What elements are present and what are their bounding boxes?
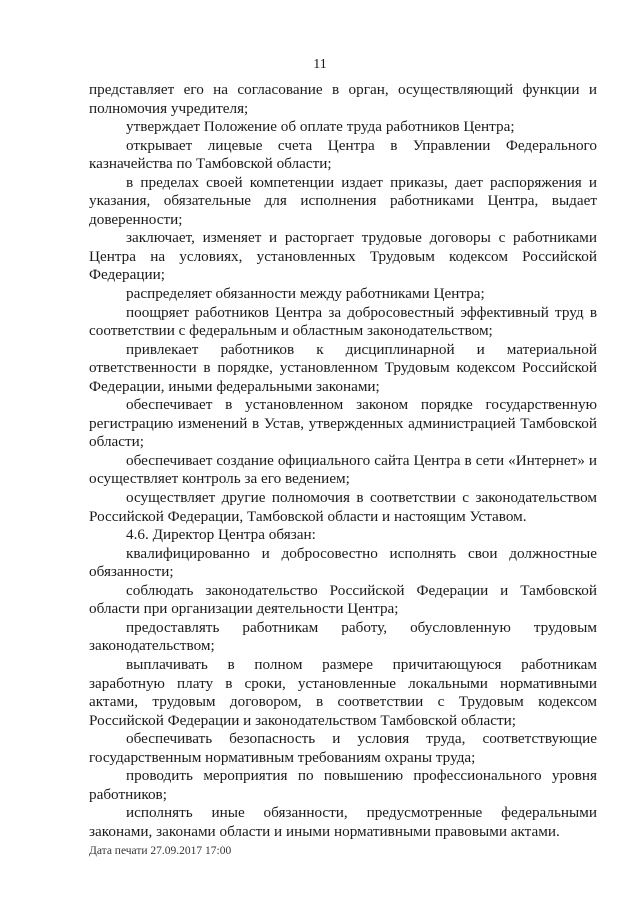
paragraph: осуществляет другие полномочия в соответствии с законодательством Российской Федерации, Тамбовской области и настоящим Уставом.	[89, 489, 597, 525]
paragraph: квалифицированно и добросовестно исполнять свои должностные обязанности;	[89, 544, 597, 581]
paragraph: обеспечивает в установленном законом порядке государственную регистрацию изменений в Устав, утвержденных администрацией Тамбовской области;	[89, 396, 597, 451]
paragraph: распределяет обязанности между работниками Центра;	[126, 285, 485, 303]
paragraph: соблюдать законодательство Российской Федерации и Тамбовской области при организации деятельности Центра;	[89, 581, 597, 618]
paragraph: исполнять иные обязанности, предусмотренные федеральными законами, законами области и иными нормативными правовыми актами.	[89, 804, 597, 840]
paragraph: обеспечивает создание официального сайта Центра в сети «Интернет» и осуществляет контроль за его ведением;	[89, 451, 597, 488]
document-body	[89, 81, 597, 841]
paragraph: открывает лицевые счета Центра в Управлении Федерального казначейства по Тамбовской области;	[89, 136, 597, 173]
paragraph: предоставлять работникам работу, обусловленную трудовым законодательством;	[89, 618, 597, 655]
paragraph: в пределах своей компетенции издает приказы, дает распоряжения и указания, обязательные для исполнения работниками Центра, выдает доверенности;	[89, 173, 597, 228]
paragraph: проводить мероприятия по повышению профессионального уровня работников;	[89, 767, 597, 803]
paragraph: привлекает работников к дисциплинарной и материальной ответственности в порядке, установленном Трудовым кодексом Российской Федерации, иными федеральными законами;	[89, 340, 597, 395]
paragraph: поощряет работников Центра за добросовестный эффективный труд в соответствии с федеральным и областным законодательством;	[89, 303, 597, 340]
section-heading: 4.6. Директор Центра обязан:	[126, 526, 316, 544]
page-number: 11	[313, 57, 327, 72]
paragraph: утверждает Положение об оплате труда работников Центра;	[126, 118, 515, 136]
paragraph: выплачивать в полном размере причитающуюся работникам заработную плату в сроки, установленные локальными нормативными актами, трудовым договором, в соответствии с Трудовым кодексом Российской Федерации и законодательством Тамбовской области;	[89, 655, 597, 729]
paragraph: представляет его на согласование в орган, осуществляющий функции и полномочия учредителя;	[89, 81, 597, 117]
paragraph: заключает, изменяет и расторгает трудовые договоры с работниками Центра на условиях, установленных Трудовым кодексом Российской Федерации;	[89, 229, 597, 284]
paragraph: обеспечивать безопасность и условия труда, соответствующие государственным нормативным требованиям охраны труда;	[89, 730, 597, 766]
print-date-footer: Дата печати 27.09.2017 17:00	[89, 845, 232, 857]
